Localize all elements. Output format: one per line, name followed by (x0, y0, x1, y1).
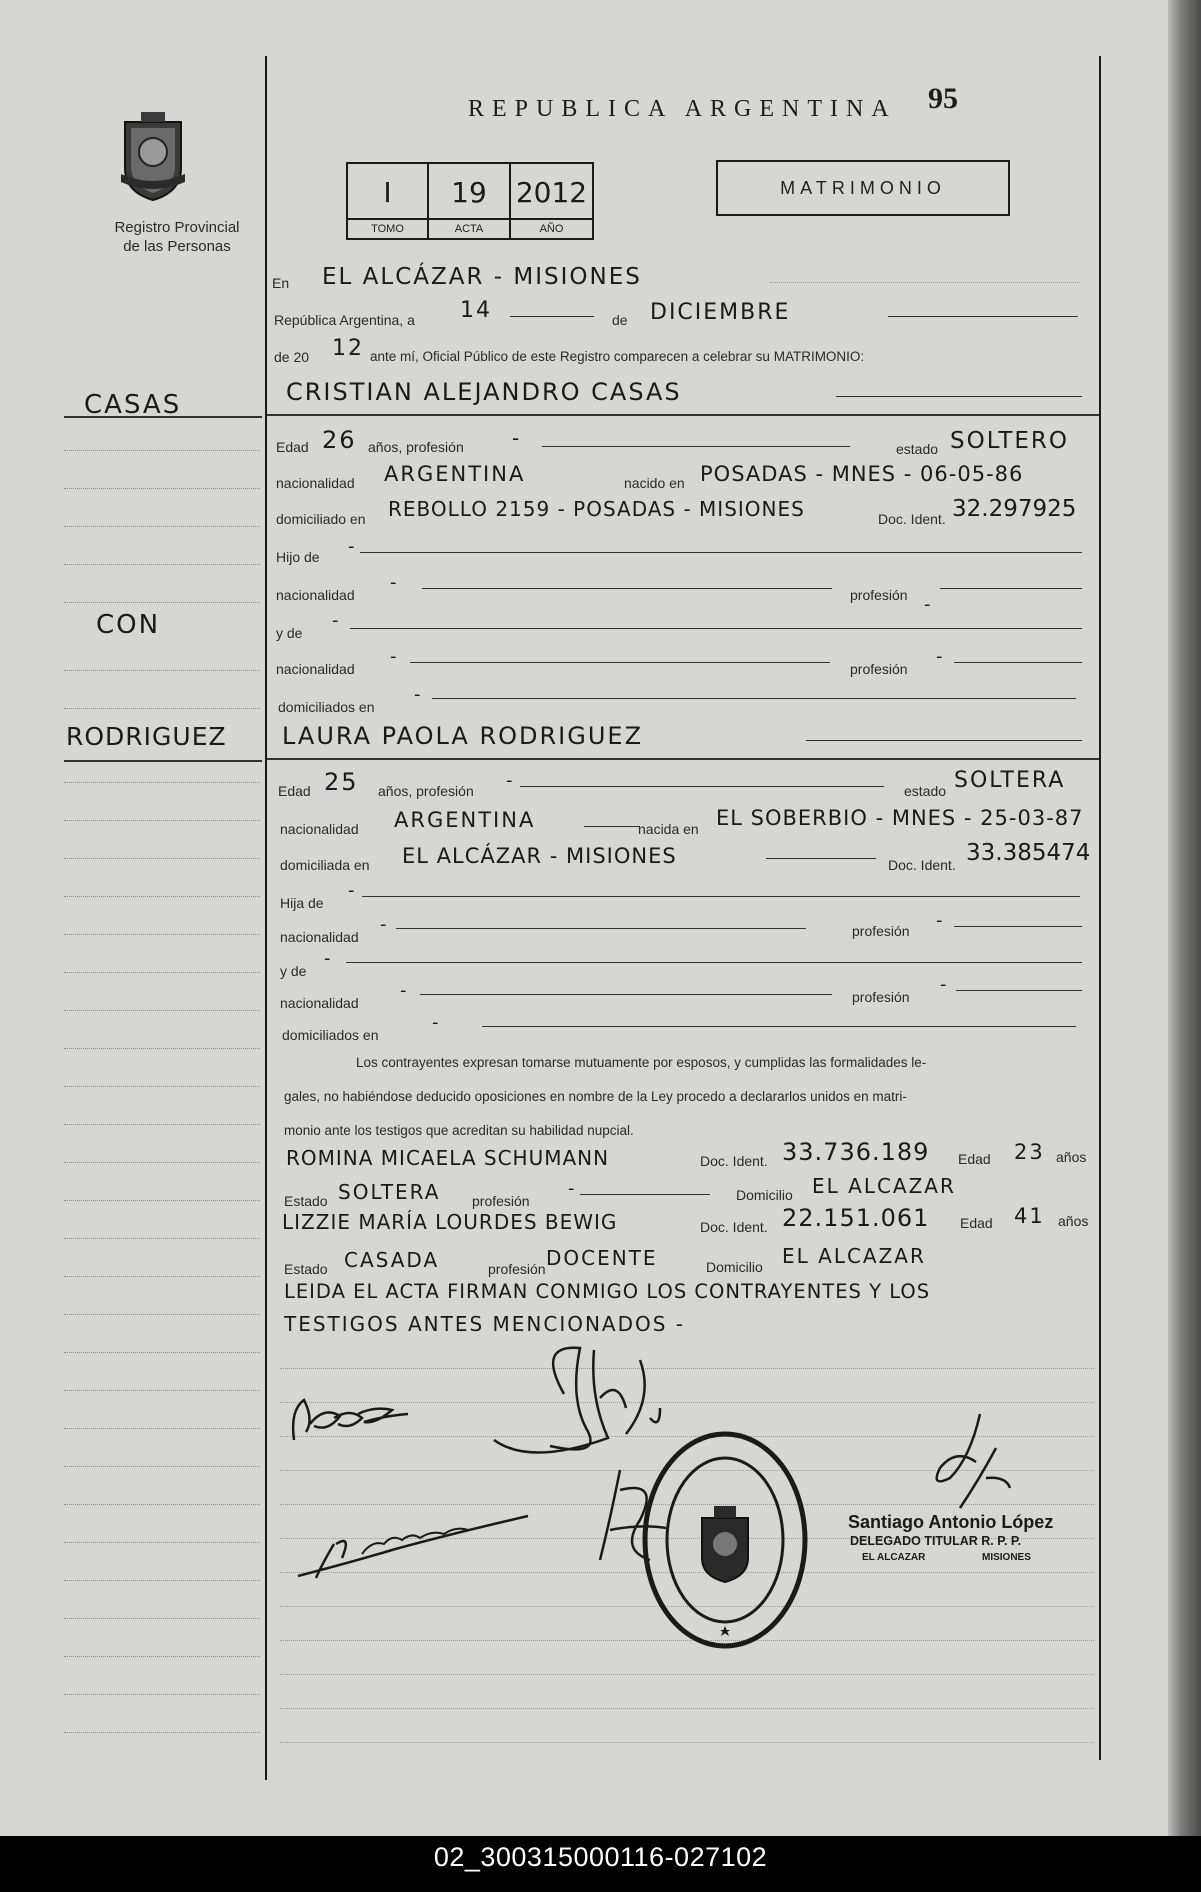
witness-1-name: ROMINA MICAELA SCHUMANN (286, 1146, 610, 1170)
bride-mother: - (324, 948, 333, 969)
witness-2-anos-label: años (1058, 1213, 1089, 1229)
bride-domiciliada-label: domiciliada en (280, 857, 370, 873)
groom-father-nat: - (390, 572, 399, 593)
bride-nacida-label: nacida en (638, 821, 699, 837)
witness-1-status: SOLTERA (338, 1180, 441, 1204)
witness-1-doc: 33.736.189 (782, 1138, 930, 1166)
margin-groom-surname: CASAS (84, 390, 182, 420)
bride-birth: EL SOBERBIO - MNES - 25-03-87 (716, 806, 1084, 830)
registry-name (82, 218, 272, 256)
acta-value: 19 (451, 176, 487, 209)
en-label: En (272, 275, 290, 291)
record-reference-grid (346, 162, 594, 240)
ceremony-month: DICIEMBRE (650, 300, 791, 325)
groom-profession: - (512, 426, 522, 450)
witness-2-name: LIZZIE MARÍA LOURDES BEWIG (282, 1210, 618, 1234)
day-dash (510, 316, 594, 317)
official-signature (910, 1408, 1020, 1518)
bride-name-rule (267, 758, 1099, 760)
witness-2-estado-label: Estado (284, 1261, 328, 1277)
groom-estado-label: estado (896, 441, 939, 457)
registry-line-2: de las Personas (123, 238, 231, 255)
ceremony-day: 14 (460, 298, 492, 323)
bride-status: SOLTERA (954, 768, 1066, 793)
bride-anos-profesion-label: años, profesión (378, 783, 474, 799)
witness-2-profesion-label: profesión (488, 1261, 546, 1277)
official-place-left: EL ALCAZAR (862, 1552, 926, 1563)
registry-line-1: Registro Provincial (114, 219, 240, 236)
witness-2-edad-label: Edad (960, 1215, 993, 1231)
provincial-crest-logo (115, 108, 191, 204)
groom-name-dash (836, 396, 1082, 397)
bride-profession: - (506, 770, 515, 791)
acta-label: ACTA (429, 218, 509, 238)
legal-line-3: monio ante los testigos que acreditan su habilidad nupcial. (284, 1123, 634, 1138)
groom-doc: 32.297925 (952, 496, 1077, 522)
bride-father-prof-dash (954, 926, 1082, 927)
bride-profession-dash (520, 786, 884, 787)
witness-signature-schumann (292, 1504, 532, 1584)
groom-mother-prof-dash (954, 662, 1082, 663)
bride-nacionalidad-label: nacionalidad (280, 821, 359, 837)
groom-father-prof-dash (940, 588, 1082, 589)
bride-name-dash (806, 740, 1082, 741)
witness-2-profession: DOCENTE (546, 1246, 658, 1270)
margin-groom-underline (64, 416, 262, 418)
left-border-line (265, 56, 267, 1780)
bride-father-nat-dash (396, 928, 806, 929)
groom-nacido-label: nacido en (624, 475, 685, 491)
groom-mother-nat-label: nacionalidad (276, 661, 355, 677)
witness-2-status: CASADA (344, 1248, 440, 1272)
groom-anos-profesion-label: años, profesión (368, 439, 464, 455)
bride-mother-nat-label: nacionalidad (280, 995, 359, 1011)
bride-father-nat-label: nacionalidad (280, 929, 359, 945)
bride-hija-label: Hija de (280, 895, 324, 911)
witness-2-domicile: EL ALCAZAR (782, 1244, 926, 1268)
bride-full-name: LAURA PAOLA RODRIGUEZ (282, 722, 644, 750)
closing-line-1: LEIDA EL ACTA FIRMAN CONMIGO LOS CONTRAYENTES Y LOS (284, 1280, 931, 1303)
groom-mother: - (332, 610, 341, 631)
scan-caption: 02_300315000116-027102 (433, 1842, 768, 1872)
margin-connector: CON (96, 610, 161, 640)
witness-1-age: 23 (1014, 1140, 1045, 1164)
groom-signature (284, 1380, 414, 1450)
bride-mother-dash (346, 962, 1082, 963)
margin-bride-underline (64, 760, 262, 762)
intro-sentence: ante mí, Oficial Público de este Registro comparecen a celebrar su MATRIMONIO: (370, 349, 865, 364)
witness-1-profession-dash (580, 1194, 710, 1195)
groom-nationality: ARGENTINA (384, 462, 526, 486)
witness-2-age: 41 (1014, 1204, 1045, 1228)
legal-line-1: Los contrayentes expresan tomarse mutuamente por esposos, y cumplidas las formalidades le- (356, 1055, 927, 1070)
bride-father-nat: - (380, 914, 389, 935)
closing-line-2: TESTIGOS ANTES MENCIONADOS - (284, 1312, 686, 1336)
ceremony-place: EL ALCÁZAR - MISIONES (322, 264, 642, 290)
groom-age: 26 (322, 426, 357, 454)
page-edge (1168, 0, 1201, 1836)
witness-1-profession: - (568, 1178, 577, 1199)
bride-nationality: ARGENTINA (394, 808, 536, 832)
groom-mother-nat-dash (410, 662, 830, 663)
groom-nacionalidad-label: nacionalidad (276, 475, 355, 491)
bride-doc-label: Doc. Ident. (888, 857, 956, 873)
right-border-line (1099, 56, 1101, 1760)
groom-name-rule (267, 414, 1099, 416)
groom-father: - (348, 536, 357, 557)
groom-mother-dash (350, 628, 1082, 629)
groom-domiciliado-label: domiciliado en (276, 511, 366, 527)
groom-parents-address-dash (432, 698, 1076, 699)
anio-value: 2012 (515, 176, 588, 209)
registry-stamp (640, 1430, 810, 1650)
tomo-cell (348, 164, 429, 238)
bride-mother-nat-dash (420, 994, 832, 995)
groom-full-name: CRISTIAN ALEJANDRO CASAS (286, 378, 682, 406)
groom-edad-label: Edad (276, 439, 309, 455)
groom-father-nat-label: nacionalidad (276, 587, 355, 603)
groom-mother-prof: - (936, 646, 945, 667)
bride-father-prof: - (936, 910, 945, 931)
groom-mother-nat: - (390, 646, 399, 667)
bride-doc: 33.385474 (966, 840, 1091, 866)
groom-birth: POSADAS - MNES - 06-05-86 (700, 462, 1024, 486)
legal-line-2: gales, no habiéndose deducido oposiciones en nombre de la Ley procedo a declararlos unidos en matri- (284, 1089, 907, 1104)
official-place-right: MISIONES (982, 1552, 1031, 1563)
anio-label: AÑO (511, 218, 592, 238)
bride-mother-nat: - (400, 980, 409, 1001)
bride-father-prof-label: profesión (852, 923, 910, 939)
groom-father-nat-dash (422, 588, 832, 589)
bride-father-dash (362, 896, 1080, 897)
witness-1-domicile: EL ALCAZAR (812, 1174, 956, 1198)
official-title: DELEGADO TITULAR R. P. P. (850, 1534, 1022, 1548)
bride-address: EL ALCÁZAR - MISIONES (402, 844, 677, 868)
witness-2-domicilio-label: Domicilio (706, 1259, 763, 1275)
groom-profession-dash (542, 446, 850, 447)
year-prefix: de 20 (274, 349, 310, 365)
groom-parents-address: - (414, 684, 423, 705)
margin-bride-surname: RODRIGUEZ (66, 722, 227, 751)
acta-cell (429, 164, 511, 238)
official-name: Santiago Antonio López (848, 1512, 1054, 1532)
groom-father-prof-label: profesión (850, 587, 908, 603)
bride-parents-address: - (432, 1012, 441, 1033)
groom-domiciliados-label: domiciliados en (278, 699, 375, 715)
groom-hijo-label: Hijo de (276, 549, 320, 565)
bride-age: 25 (324, 768, 359, 796)
place-fill (770, 282, 1080, 283)
de-label: de (612, 312, 628, 328)
bride-mother-prof-label: profesión (852, 989, 910, 1005)
bride-edad-label: Edad (278, 783, 311, 799)
witness-2-doc: 22.151.061 (782, 1204, 930, 1232)
tomo-value: I (383, 176, 392, 209)
anio-cell (511, 164, 592, 238)
document-type-box: MATRIMONIO (716, 160, 1010, 216)
bride-address-dash (766, 858, 876, 859)
page-title: REPUBLICA ARGENTINA (468, 96, 897, 122)
witness-2-doc-label: Doc. Ident. (700, 1219, 768, 1235)
witness-1-domicilio-label: Domicilio (736, 1187, 793, 1203)
bride-parents-address-dash (482, 1026, 1076, 1027)
page-number: 95 (928, 82, 958, 115)
republica-label: República Argentina, a (274, 312, 415, 328)
month-dash (888, 316, 1078, 317)
groom-father-dash (360, 552, 1082, 553)
bride-domiciliados-label: domiciliados en (282, 1027, 379, 1043)
groom-address: REBOLLO 2159 - POSADAS - MISIONES (388, 497, 805, 521)
bride-yde-label: y de (280, 963, 307, 979)
ceremony-year-suffix: 12 (332, 336, 364, 361)
bride-mother-prof: - (940, 974, 949, 995)
bride-mother-prof-dash (956, 990, 1082, 991)
groom-status: SOLTERO (950, 428, 1070, 454)
witness-1-doc-label: Doc. Ident. (700, 1153, 768, 1169)
groom-father-prof: - (924, 594, 933, 615)
witness-1-estado-label: Estado (284, 1193, 328, 1209)
tomo-label: TOMO (348, 218, 427, 238)
bride-estado-label: estado (904, 783, 947, 799)
bride-nationality-dash (584, 826, 640, 827)
groom-doc-label: Doc. Ident. (878, 511, 946, 527)
witness-1-anos-label: años (1056, 1149, 1087, 1165)
groom-mother-prof-label: profesión (850, 661, 908, 677)
witness-1-profesion-label: profesión (472, 1193, 530, 1209)
bride-father: - (348, 880, 357, 901)
groom-yde-label: y de (276, 625, 303, 641)
witness-1-edad-label: Edad (958, 1151, 991, 1167)
